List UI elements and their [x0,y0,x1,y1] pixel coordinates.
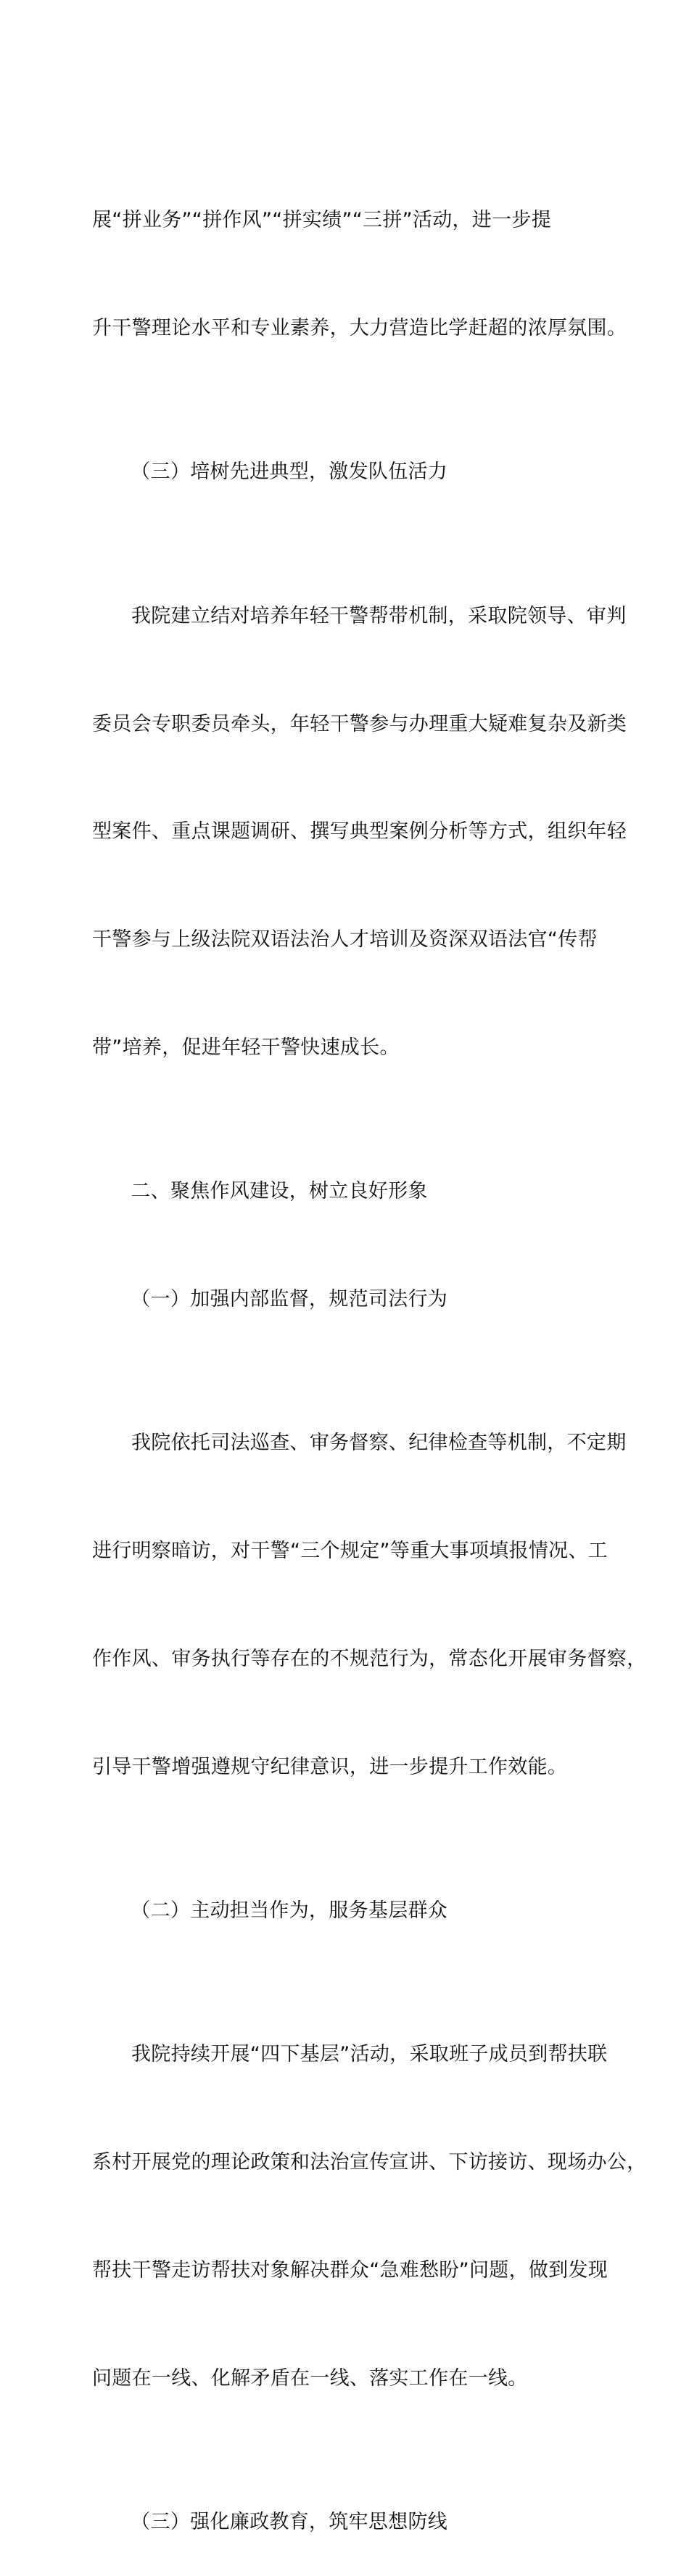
text-line: 系村开展党的理论政策和法治宣传宣讲、下访接访、现场办公， [92,2151,647,2174]
text-line: （一）加强内部监督，规范司法行为 [131,1288,448,1310]
text-line: 展“拼业务”“拼作风”“拼实绩”“三拼”活动，进一步提 [92,209,552,232]
text-line: 委员会专职委员牵头，年轻干警参与办理重大疑难复杂及新类 [92,712,627,735]
text-line: （二）主动担当作为，服务基层群众 [131,1899,448,1923]
text-line: 型案件、重点课题调研、撰写典型案例分析等方式，组织年轻 [92,820,627,843]
text-line: 带”培养，促进年轻干警快速成长。 [92,1036,400,1059]
text-line: 帮扶干警走访帮扶对象解决群众“急难愁盼”问题，做到发现 [92,2259,608,2282]
paragraph-body [92,1965,647,2468]
text-line: 我院建立结对培养年轻干警帮带机制，采取院领导、审判 [131,604,627,627]
section-subheading [92,1857,608,1965]
section-subheading [92,418,608,527]
section-subheading [92,2469,608,2576]
text-line: 进行明察暗访，对干警“三个规定”等重大事项填报情况、工 [92,1540,608,1563]
text-line: （三）强化廉政教育，筑牢思想防线 [131,2511,448,2534]
text-line: 干警参与上级法院双语法治人才培训及资深双语法官“传帮 [92,928,598,951]
text-line: 二、聚焦作风建设，树立良好形象 [131,1180,428,1203]
section-subheading [92,1245,608,1353]
section-heading [92,1138,608,1246]
text-line: （三）培树先进典型，激发队伍活力 [131,461,448,484]
paragraph-body [92,1353,647,1857]
text-line: 我院依托司法巡查、审务督察、纪律检查等机制，不定期 [131,1432,627,1455]
text-line: 作作风、审务执行等存在的不规范行为，常态化开展审务督察， [92,1647,647,1670]
text-line: 升干警理论水平和专业素养，大力营造比学赶超的浓厚氛围。 [92,316,627,339]
paragraph-continuation [92,131,627,418]
text-line: 问题在一线、化解矛盾在一线、落实工作在一线。 [92,2366,528,2390]
document-body [92,131,647,2576]
text-line: 我院持续开展“四下基层”活动，采取班子成员到帮扶联 [131,2043,608,2066]
paragraph-body [92,527,627,1138]
text-line: 引导干警增强遵规守纪律意识，进一步提升工作效能。 [92,1755,568,1778]
